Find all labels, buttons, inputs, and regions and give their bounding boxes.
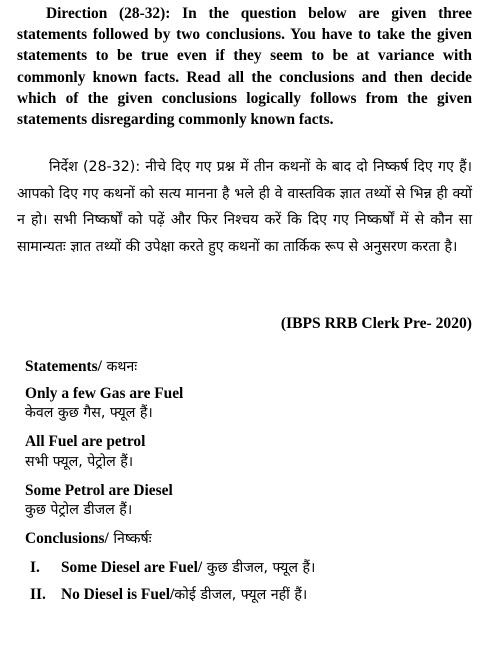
conclusion-1-en: Some Diesel are Fuel/ (61, 559, 203, 576)
statement-2-hi: सभी फ्यूल, पेट्रोल हैं। (25, 454, 134, 470)
conclusion-2 (30, 585, 307, 605)
statement-3-hi: कुछ पेट्रोल डीजल हैं। (25, 502, 133, 518)
statements-heading-en: Statements/ (25, 358, 102, 375)
conclusion-1-number: I. (30, 559, 40, 576)
statement-2-en: All Fuel are petrol (25, 433, 146, 450)
statement-1-en: Only a few Gas are Fuel (25, 385, 184, 402)
conclusion-2-en: No Diesel is Fuel/ (61, 586, 175, 603)
conclusions-heading-en: Conclusions/ (25, 530, 109, 547)
conclusions-heading-hi: निष्कर्षः (108, 531, 152, 547)
conclusion-2-number: II. (30, 586, 46, 603)
conclusions-heading (25, 529, 152, 549)
statement-1-hi: केवल कुछ गैस, फ्यूल हैं। (25, 405, 153, 421)
conclusion-2-hi: कोई डीजल, फ्यूल नहीं हैं। (174, 587, 308, 603)
conclusion-1-hi: कुछ डीजल, फ्यूल हैं। (202, 560, 316, 576)
direction-hindi: निर्देश (28-32): नीचे दिए गए प्रश्न में तीन कथनों के बाद दो निष्कर्ष दिए गए हैं। आपको दिए गए कथनों को सत्य मानना है भले ही वे वास्तविक ज्ञात तथ्यों से भिन्न ही क्यों न हो। सभी निष्कर्षों को पढ़ें और फिर निश्चय करें कि दिए गए निष्कर्षों में से कौन सा सामान्यतः ज्ञात तथ्यों की उपेक्षा करते हुए कथनों का तार्किक रूप से अनुसरण करता है। (17, 159, 472, 255)
statement-3-en: Some Petrol are Diesel (25, 482, 173, 499)
statements-heading-hi: कथनः (101, 359, 138, 375)
direction-english: Direction (28-32): In the question below are given three statements followed by two conclusions. You have to take the given statements to be true even if they seem to be at variance with commonly known facts. Read all the conclusions and then decide which of the given conclusions logically follows from the given statements disregarding commonly known facts. (17, 5, 472, 129)
statements-heading (25, 357, 137, 377)
exam-source: (IBPS RRB Clerk Pre- 2020) (280, 315, 472, 332)
conclusion-1 (30, 558, 315, 578)
